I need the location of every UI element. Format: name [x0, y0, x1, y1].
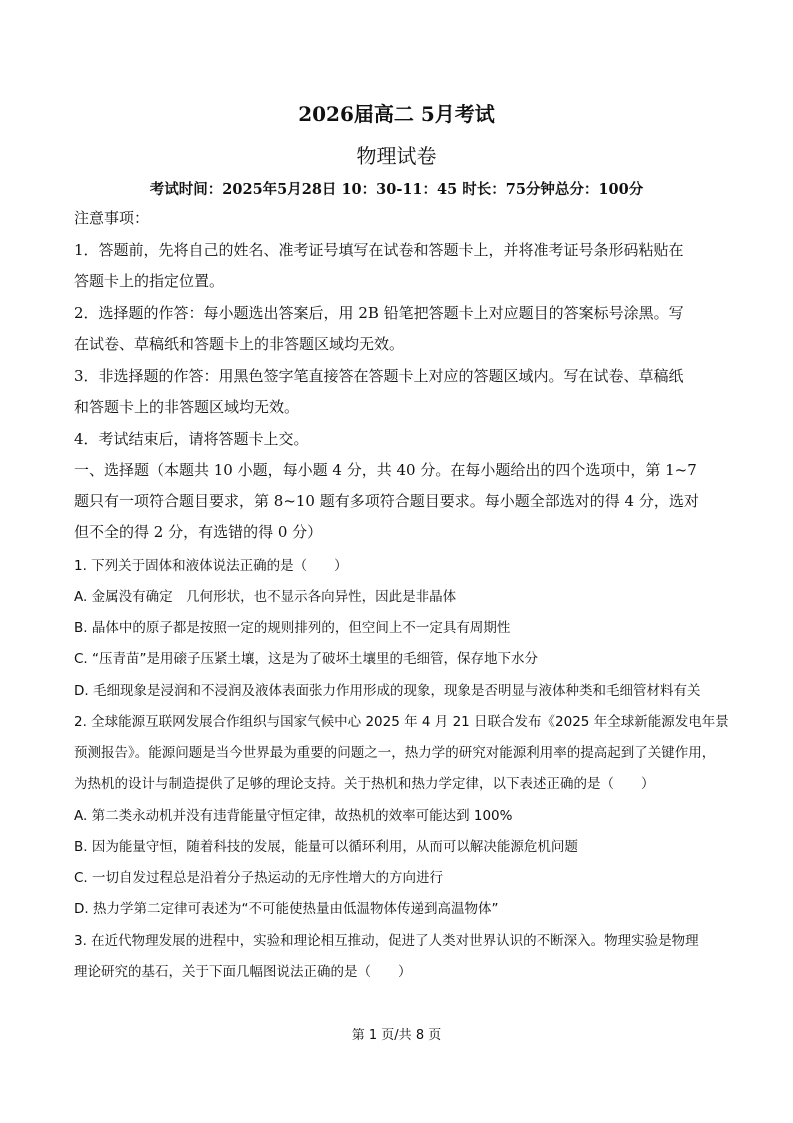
note-line: 2．选择题的作答：每小题选出答案后，用 2B 铅笔把答题卡上对应题目的答案标号涂黑。写: [74, 304, 684, 322]
option-line: C. 一切自发过程总是沿着分子热运动的无序性增大的方向进行: [74, 870, 444, 886]
note-line: 4．考试结束后，请将答题卡上交。: [74, 430, 309, 448]
exam-title: 2026届高二 5月考试: [298, 102, 495, 126]
option-line: B. 晶体中的原子都是按照一定的规则排列的，但空间上不一定具有周期性: [74, 620, 511, 636]
question-line: 预测报告》。能源问题是当今世界最为重要的问题之一，热力学的研究对能源利用率的提高起到了关键作用，: [74, 745, 716, 761]
exam-subject: 物理试卷: [356, 144, 437, 168]
question-line: 3. 在近代物理发展的进程中，实验和理论相互推动，促进了人类对世界认识的不断深入。物理实验是物理: [74, 933, 699, 949]
section-instruction: 题只有一项符合题目要求，第 8~10 题有多项符合题目要求。每小题全部选对的得 4 分，选对: [74, 492, 699, 510]
note-line: 在试卷、草稿纸和答题卡上的非答题区域均无效。: [74, 335, 405, 353]
question-line: 1. 下列关于固体和液体说法正确的是（ ）: [74, 558, 348, 574]
section-instruction: 但不全的得 2 分，有选错的得 0 分）: [74, 523, 323, 541]
option-line: A. 金属没有确定 几何形状，也不显示各向异性，因此是非晶体: [74, 589, 457, 605]
option-line: C. “压青苗”是用磙子压紧土壤，这是为了破坏土壤里的毛细管，保存地下水分: [74, 651, 538, 667]
question-line: 为热机的设计与制造提供了足够的理论支持。关于热机和热力学定律，以下表述正确的是（ ）: [74, 776, 655, 792]
note-line: 3．非选择题的作答：用黑色签字笔直接答在答题卡上对应的答题区域内。写在试卷、草稿纸: [74, 367, 684, 385]
question-line: 2. 全球能源互联网发展合作组织与国家气候中心 2025 年 4 月 21 日联合发布《2025 年全球新能源发电年景: [74, 714, 729, 730]
note-line: 和答题卡上的非答题区域均无效。: [74, 398, 300, 416]
option-line: B. 因为能量守恒，随着科技的发展，能量可以循环利用，从而可以解决能源危机问题: [74, 839, 578, 855]
note-line: 1．答题前，先将自己的姓名、准考证号填写在试卷和答题卡上，并将准考证号条形码粘贴在: [74, 241, 684, 259]
note-line: 答题卡上的指定位置。: [74, 272, 225, 290]
option-line: D. 毛细现象是浸润和不浸润及液体表面张力作用形成的现象，现象是否明显与液体种类和毛细管材料有关: [74, 683, 701, 699]
section-instruction: 一、选择题（本题共 10 小题，每小题 4 分，共 40 分。在每小题给出的四个选项中，第 1~7: [74, 461, 697, 479]
question-line: 理论研究的基石，关于下面几幅图说法正确的是（ ）: [74, 964, 412, 980]
page-number: 第 1 页/共 8 页: [351, 1028, 442, 1043]
option-line: A. 第二类永动机并没有违背能量守恒定律，故热机的效率可能达到 100%: [74, 808, 513, 824]
option-line: D. 热力学第二定律可表述为“不可能使热量由低温物体传递到高温物体”: [74, 901, 499, 917]
notes-heading: 注意事项：: [74, 209, 150, 227]
exam-info: 考试时间：2025年5月28日 10：30-11：45 时长：75分钟总分：100分: [149, 181, 644, 198]
